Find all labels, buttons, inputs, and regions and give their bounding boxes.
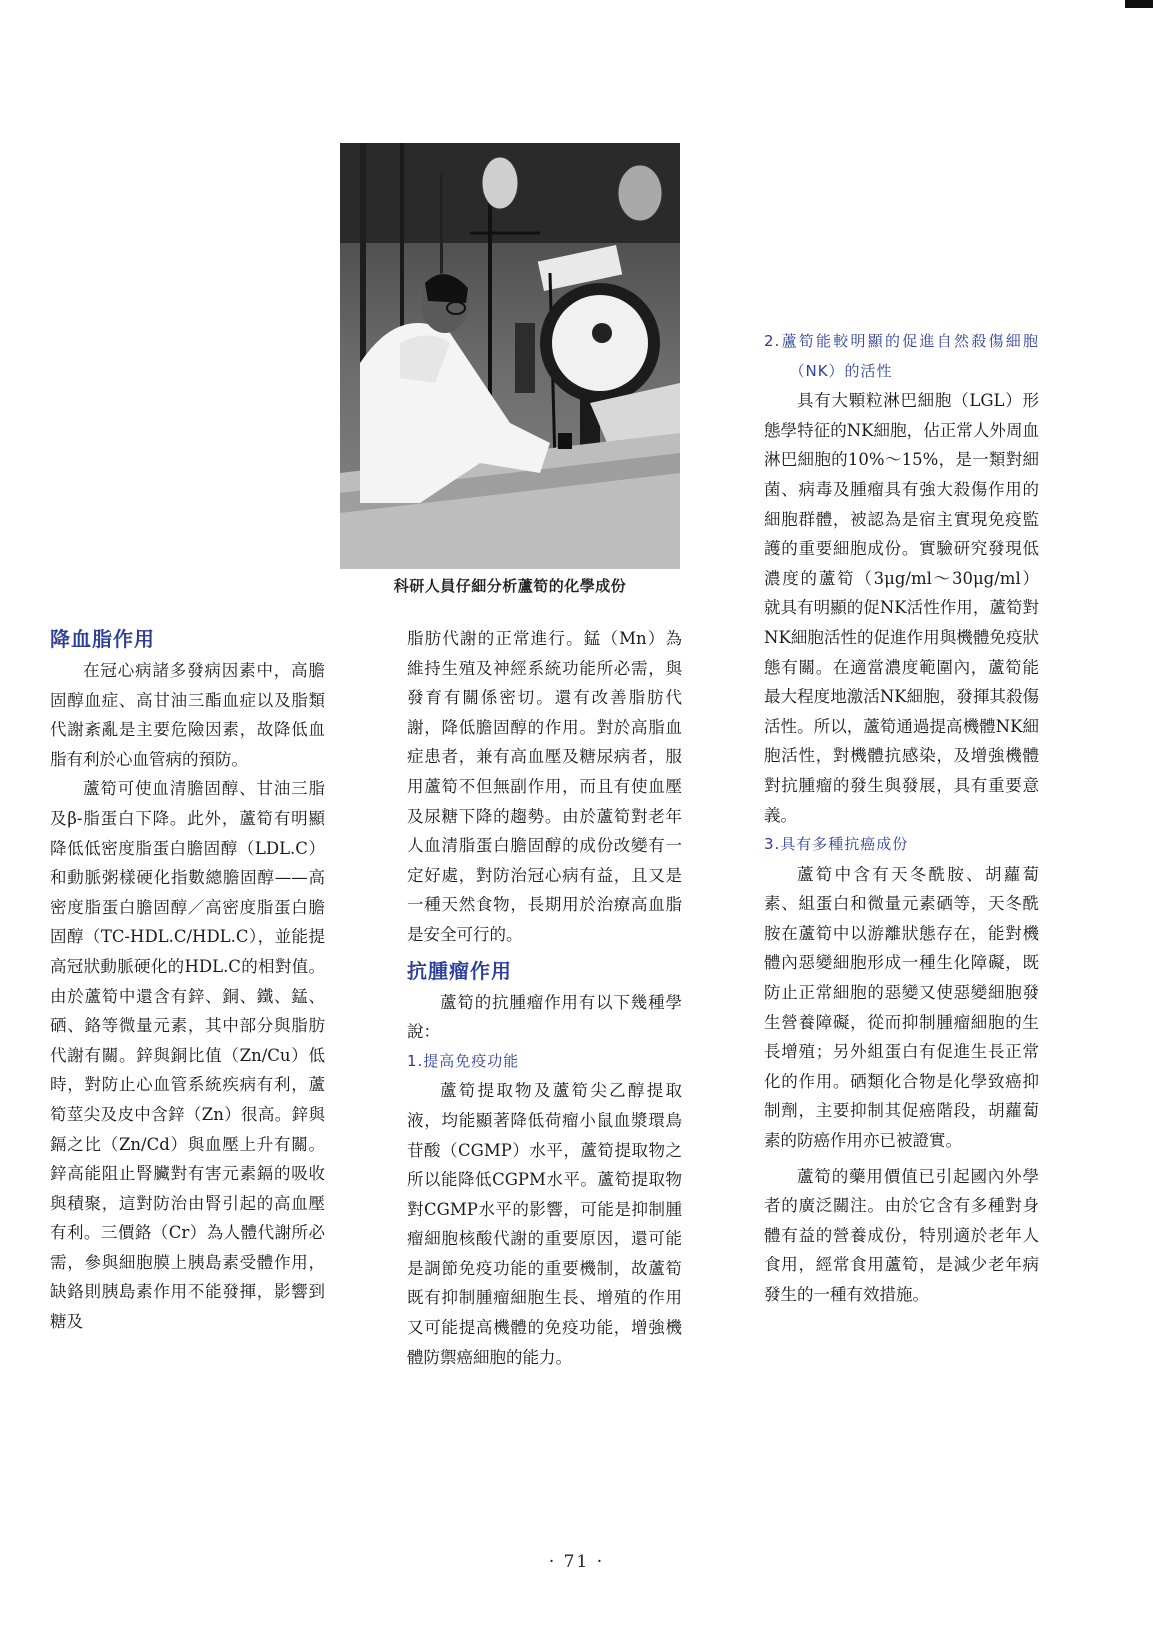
subtitle-immune-function: 1.提高免疫功能 bbox=[407, 1051, 520, 1070]
corner-mark bbox=[1125, 0, 1153, 8]
section-title-blood-lipid: 降血脂作用 bbox=[50, 627, 155, 651]
column-right bbox=[764, 327, 1039, 1310]
paragraph-antitumor-intro: 蘆筍的抗腫瘤作用有以下幾種學說： bbox=[407, 992, 682, 1042]
paragraph-blood-lipid-body-continued: 脂肪代謝的正常進行。錳（Mn）為維持生殖及神經系統功能所必需，與發育有關係密切。還有改善脂肪代謝，降低膽固醇的作用。對於高脂血症患者，兼有高血壓及糖尿病者，服用蘆筍不但無副作用，而且有使血壓及尿糖下降的趨勢。由於蘆筍對老年人血清脂蛋白膽固醇的成份改變有一定好處，對防治冠心病有益，且又是一種天然食物，長期用於治療高血脂是安全可行的。 bbox=[407, 629, 682, 944]
column-middle bbox=[407, 624, 682, 1372]
paragraph-anticancer-components: 蘆筍中含有天冬酰胺、胡蘿蔔素、組蛋白和微量元素硒等，天冬酰胺在蘆筍中以游離狀態存在，能對機體內惡變細胞形成一種生化障礙，既防止正常細胞的惡變又使惡變細胞發生營養障礙，從而抑制腫瘤細胞的生長增殖；另外組蛋白有促進生長正常化的作用。硒類化合物是化學致癌抑制劑，主要抑制其促癌階段，胡蘿蔔素的防癌作用亦已被證實。 bbox=[764, 864, 1039, 1151]
column-left bbox=[50, 624, 325, 1337]
photo-caption: 科研人員仔細分析蘆筍的化學成份 bbox=[393, 577, 627, 595]
paragraph-nk-cells: 具有大顆粒淋巴細胞（LGL）形態學特征的NK細胞，佔正常人外周血淋巴細胞的10%～15%，是一類對細菌、病毒及腫瘤具有強大殺傷作用的細胞群體，被認為是宿主實現免疫監護的重要細胞成份。實驗研究發現低濃度的蘆筍（3μg/ml～30μg/ml）就具有明顯的促NK活性作用，蘆筍對NK細胞活性的促進作用與機體免疫狀態有關。在適當濃度範圍內，蘆筍能最大程度地激活NK細胞，發揮其殺傷活性。所以，蘆筍通過提高機體NK細胞活性，對機體抗感染，及增強機體對抗腫瘤的發生與發展，具有重要意義。 bbox=[764, 391, 1039, 825]
paragraph-blood-lipid-body: 蘆筍可使血清膽固醇、甘油三脂及β-脂蛋白下降。此外，蘆筍有明顯降低低密度脂蛋白膽固醇（LDL.C）和動脈粥樣硬化指數總膽固醇——高密度脂蛋白膽固醇／高密度脂蛋白膽固醇（TC-HDL.C/HDL.C），並能提高冠狀動脈硬化的HDL.C的相對值。由於蘆筍中還含有鋅、銅、鐵、錳、硒、鉻等微量元素，其中部分與脂肪代謝有關。鋅與銅比值（Zn/Cu）低時，對防止心血管系統疾病有利，蘆筍莖尖及皮中含鋅（Zn）很高。鋅與鎘之比（Zn/Cd）與血壓上升有關。鋅高能阻止腎臟對有害元素鎘的吸收與積聚，這對防治由腎引起的高血壓有利。三價鉻（Cr）為人體代謝所必需，參與細胞膜上胰島素受體作用，缺鉻則胰島素作用不能發揮，影響到糖及 bbox=[50, 779, 325, 1332]
lab-photo bbox=[340, 143, 680, 569]
subtitle-anticancer-components: 3.具有多種抗癌成份 bbox=[764, 835, 909, 854]
paragraph-immune-function: 蘆筍提取物及蘆筍尖乙醇提取液，均能顯著降低荷瘤小鼠血漿環鳥苷酸（CGMP）水平，蘆筍提取物之所以能降低CGPM水平。蘆筍提取物對CGMP水平的影響，可能是抑制腫瘤細胞核酸代謝的重要原因，還可能是調節免疫功能的重要機制，故蘆筍既有抑制腫瘤細胞生長、增殖的作用又可能提高機體的免疫功能，增強機體防禦癌細胞的能力。 bbox=[407, 1081, 682, 1367]
paragraph-blood-lipid-intro: 在冠心病諸多發病因素中，高膽固醇血症、高甘油三酯血症以及脂類代謝紊亂是主要危險因素，故降低血脂有利於心血管病的預防。 bbox=[50, 661, 325, 769]
paragraph-closing: 蘆筍的藥用價值已引起國內外學者的廣泛關注。由於它含有多種對身體有益的營養成份，特別適於老年人食用，經常食用蘆筍，是減少老年病發生的一種有效措施。 bbox=[764, 1166, 1039, 1304]
subtitle-nk-cells: 2.蘆筍能較明顯的促進自然殺傷細胞（NK）的活性 bbox=[764, 332, 1039, 380]
section-title-antitumor: 抗腫瘤作用 bbox=[407, 958, 512, 983]
page-number: · 71 · bbox=[548, 1552, 605, 1572]
